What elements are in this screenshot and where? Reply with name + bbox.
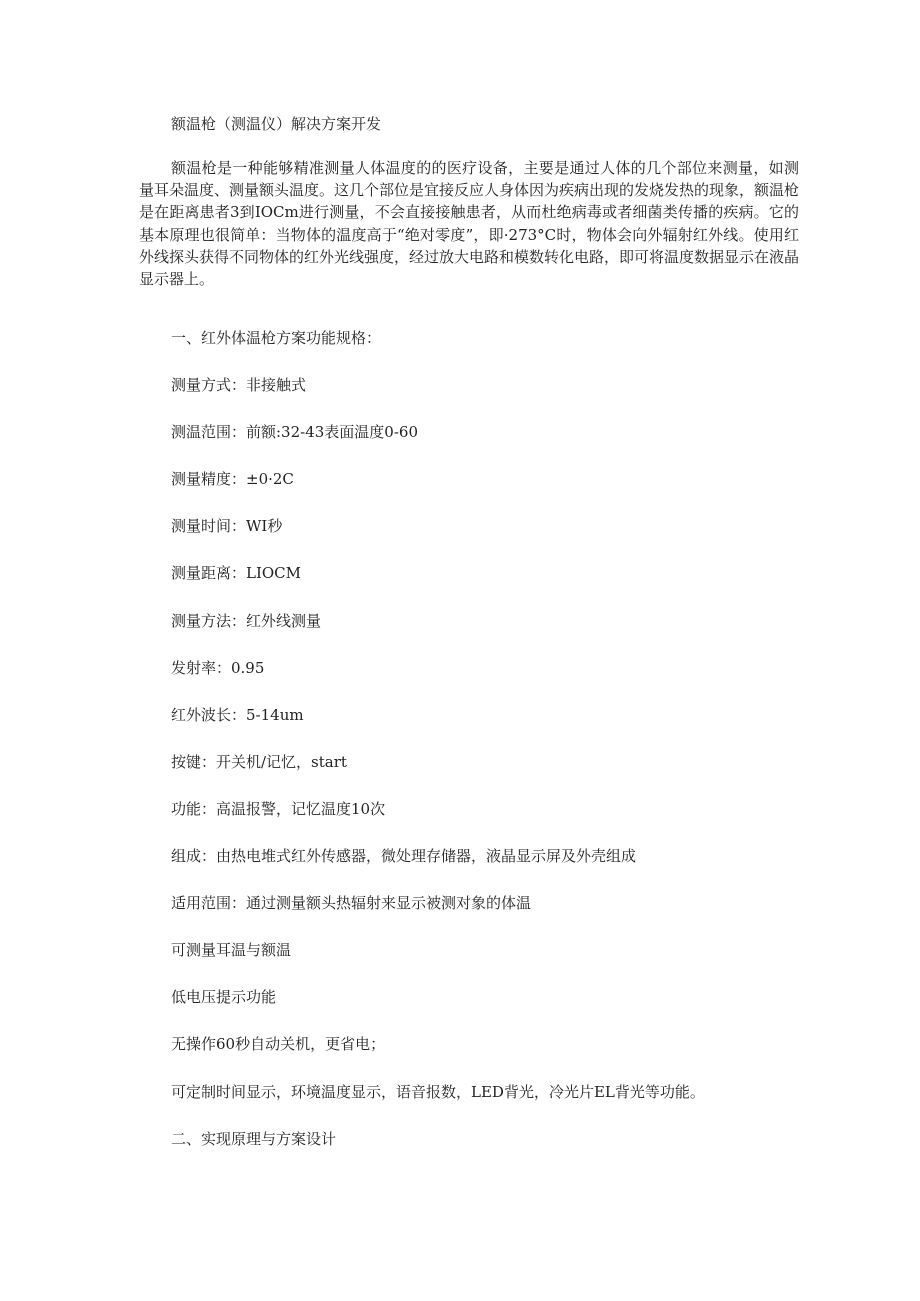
spec-item: 测量时间：WI秒 <box>171 517 283 536</box>
spec-item: 测温范围：前额:32-43表面温度0-60 <box>171 423 418 442</box>
spec-item: 功能：高温报警，记忆温度10次 <box>171 799 386 818</box>
spec-item: 发射率：0.95 <box>171 658 265 677</box>
section-heading-specs: 一、红外体温枪方案功能规格： <box>171 329 382 347</box>
spec-list <box>171 327 705 1175</box>
spec-item: 按键：开关机/记忆，start <box>171 752 347 771</box>
spec-item: 测量方式：非接触式 <box>171 376 307 395</box>
spec-item: 可定制时间显示，环境温度显示，语音报数，LED背光，冷光片EL背光等功能。 <box>171 1082 705 1101</box>
spec-item: 适用范围：通过测量额头热辐射来显示被测对象的体温 <box>171 894 532 913</box>
spec-item: 测量方法：红外线测量 <box>171 611 322 630</box>
spec-item: 红外波长：5-14um <box>171 705 304 724</box>
section-heading-design: 二、实现原理与方案设计 <box>171 1129 337 1148</box>
spec-item: 可测量耳温与额温 <box>171 941 292 960</box>
spec-item: 无操作60秒自动关机，更省电； <box>171 1035 386 1054</box>
document-title: 额温枪（测温仪）解决方案开发 <box>171 115 382 133</box>
spec-item: 测量精度：±0·2C <box>171 470 294 489</box>
spec-item: 测量距离：LIOCM <box>171 564 302 583</box>
spec-item: 组成：由热电堆式红外传感器，微处理存储器，液晶显示屏及外壳组成 <box>171 847 637 866</box>
spec-item: 低电压提示功能 <box>171 988 277 1007</box>
intro-paragraph: 额温枪是一种能够精准测量人体温度的的医疗设备，主要是通过人体的几个部位来测量，如测量耳朵温度、测量额头温度。这几个部位是宜接反应人身体因为疾病出现的发烧发热的现象，额温枪是在距离患者3到IOCm进行测量，不会直接接触患者，从而杜绝病毒或者细菌类传播的疾病。它的基本原理也很简单：当物体的温度高于“绝对零度”，即·273°C时，物体会向外辐射红外线。使用红外线探头获得不同物体的红外光线强度，经过放大电路和模数转化电路，即可将温度数据显示在液晶显示器上。 <box>139 159 800 289</box>
